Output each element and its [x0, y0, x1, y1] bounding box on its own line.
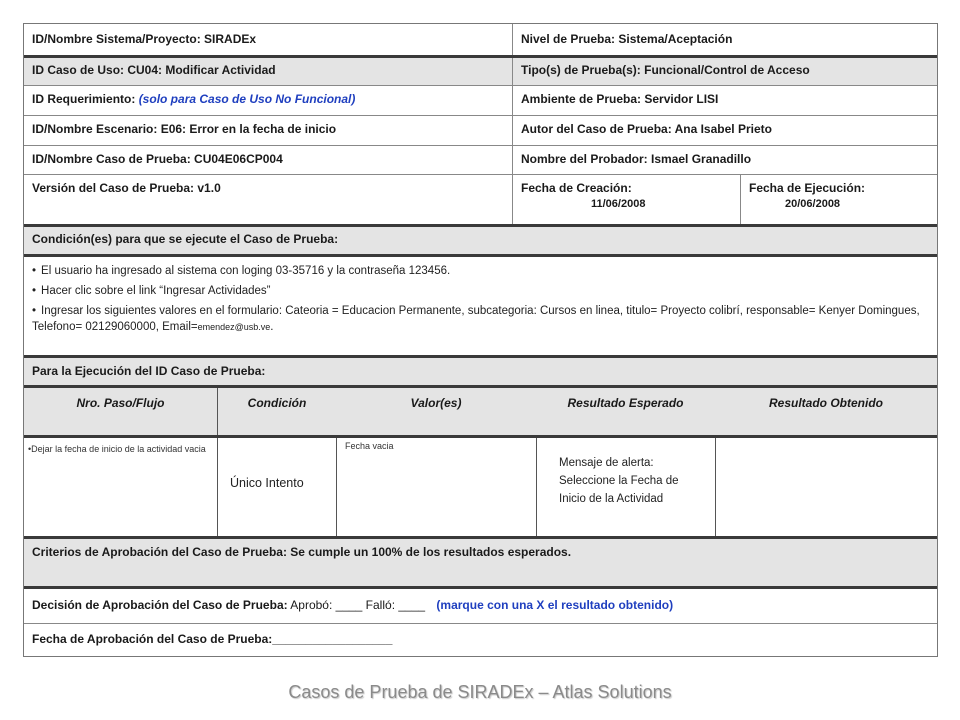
row-fecha-aprobacion [24, 623, 937, 656]
row-condiciones-body [24, 254, 937, 355]
requerimiento-field [24, 86, 355, 115]
condiciones-title: Condición(es) para que se ejecute el Caso de Prueba: [32, 232, 339, 246]
row-caso-prueba [24, 145, 937, 174]
probador-field: Nombre del Probador: Ismael Granadillo [512, 146, 751, 174]
decision-note: (marque con una X el resultado obtenido) [436, 598, 674, 612]
fecha-ejecucion-label: Fecha de Ejecución: [749, 181, 866, 195]
caso-uso-field: ID Caso de Uso: CU04: Modificar Actividad [32, 63, 276, 77]
row-decision [24, 586, 937, 623]
criterios-value: Se cumple un 100% de los resultados esperados. [286, 545, 572, 559]
condicion-item: • Hacer clic sobre el link “Ingresar Actividades” [32, 283, 929, 299]
step-esperado: Mensaje de alerta: Seleccione la Fecha de Inicio de la Actividad [536, 438, 715, 536]
fecha-creacion-label: Fecha de Creación: [521, 181, 632, 195]
row-ejecucion-step [24, 435, 937, 536]
requerimiento-value: (solo para Caso de Uso No Funcional) [138, 92, 356, 106]
decision-fallo: Falló: ____ [362, 598, 426, 612]
decision-aprobo: Aprobó: ____ [287, 598, 363, 612]
slide-footer: Casos de Prueba de SIRADEx – Atlas Solutions [288, 682, 672, 702]
step-paso [24, 438, 217, 536]
step-obtenido [715, 438, 937, 536]
fecha-ejecucion-value: 20/06/2008 [785, 198, 841, 210]
caso-prueba-field: ID/Nombre Caso de Prueba: CU04E06CP004 [32, 152, 283, 166]
header-paso: Nro. Paso/Flujo [76, 396, 165, 410]
decision-field [24, 589, 673, 623]
tipos-field: Tipo(s) de Prueba(s): Funcional/Control de Acceso [512, 58, 810, 85]
version-field: Versión del Caso de Prueba: v1.0 [32, 181, 221, 195]
condiciones-list [24, 257, 937, 335]
step-paso-text: Dejar la fecha de inicio de la actividad vacia [31, 444, 206, 454]
sistema-field: ID/Nombre Sistema/Proyecto: SIRADEx [32, 32, 257, 46]
autor-field: Autor del Caso de Prueba: Ana Isabel Prieto [512, 116, 772, 145]
fecha-aprobacion-field: Fecha de Aprobación del Caso de Prueba:__________________ [32, 632, 393, 646]
row-condiciones-title [24, 224, 937, 254]
row-sistema [24, 24, 937, 55]
row-escenario [24, 115, 937, 145]
header-valores: Valor(es) [410, 396, 462, 410]
row-ejecucion-headers [24, 385, 937, 435]
condicion-item: • El usuario ha ingresado al sistema con loging 03-35716 y la contraseña 123456. [32, 263, 929, 279]
fecha-creacion-field [512, 175, 740, 224]
fecha-ejecucion-field [740, 175, 865, 224]
ambiente-field: Ambiente de Prueba: Servidor LISI [512, 86, 718, 115]
decision-label: Decisión de Aprobación del Caso de Prueba: [32, 598, 288, 612]
step-condicion: Único Intento [217, 438, 336, 536]
requerimiento-label: ID Requerimiento: [32, 92, 139, 106]
row-ejecucion-title [24, 355, 937, 385]
bullet-icon: • [28, 444, 32, 454]
row-version [24, 174, 937, 224]
header-esperado: Resultado Esperado [567, 396, 684, 410]
condicion-email: emendez@usb.ve [197, 322, 271, 332]
criterios-field [24, 539, 571, 586]
criterios-label: Criterios de Aprobación del Caso de Prueba: [32, 545, 287, 559]
fecha-creacion-value: 11/06/2008 [591, 198, 646, 210]
header-obtenido: Resultado Obtenido [769, 396, 883, 410]
test-case-form [23, 23, 938, 657]
escenario-field: ID/Nombre Escenario: E06: Error en la fecha de inicio [32, 122, 337, 136]
condicion-item [32, 303, 929, 335]
ejecucion-title: Para la Ejecución del ID Caso de Prueba: [32, 364, 266, 378]
row-requerimiento [24, 85, 937, 115]
row-criterios [24, 536, 937, 586]
condicion-email-tail: . [270, 321, 274, 333]
step-valor: Fecha vacia [336, 438, 536, 536]
header-condicion: Condición [217, 388, 336, 435]
row-caso-uso [24, 55, 937, 85]
condicion-item-text: Ingresar los siguientes valores en el formulario: Cateoria = Educacion Permanente, subcategoria: Cursos en linea, titulo= Proyecto colibrí, responsable= Kenyer Domingues, Telefono= 02129060000, Email= [32, 305, 920, 333]
nivel-field: Nivel de Prueba: Sistema/Aceptación [512, 24, 732, 55]
